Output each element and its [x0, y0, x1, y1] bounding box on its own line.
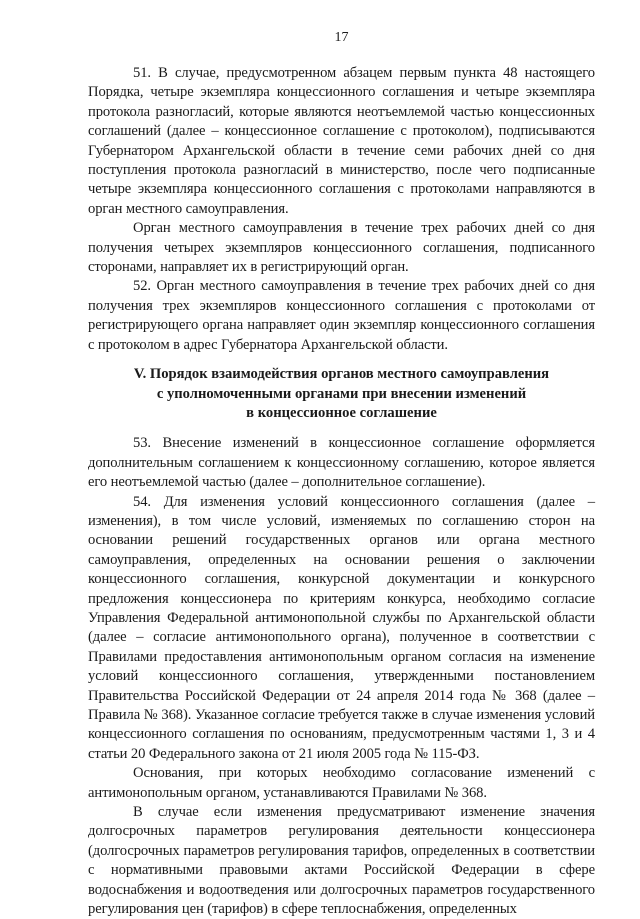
- document-page: [88, 30, 595, 919]
- section-heading: [98, 365, 585, 423]
- paragraph-54-long-term-parameters: В случае если изменения предусматривают изменение значения долгосрочных параметров регулирования деятельности концессионера (долгосрочных параметров регулирования тарифов, определенных в соответствии с нормативными правовыми актами Российской Федерации в сфере водоснабжения и водоотведения или долгосрочных параметров государственного регулирования цен (тарифов) в сфере теплоснабжения, определенных: [88, 804, 595, 918]
- paragraph-51: 51. В случае, предусмотренном абзацем первым пункта 48 настоящего Порядка, четыре экземпляра концессионного соглашения и четыре экземпляра протокола разногласий, которые являются неотъемлемой частью концессионных соглашений (далее – концессионное соглашение с протоколом), подписываются Губернатором Архангельской области в течение семи рабочих дней со дня поступления протокола разногласий в министерство, после чего подписанные четыре экземпляра концессионного соглашения с протоколами направляются в орган местного самоуправления.: [88, 65, 595, 217]
- paragraph-54: 54. Для изменения условий концессионного соглашения (далее – изменения), в том числе условий, изменяемых по соглашению сторон на основании решений государственных органов или органа местного самоуправления, определенных на основании решения о заключении концессионного соглашения, конкурсной документации и конкурсного предложения концессионера по критериям конкурса, необходимо согласие Управления Федеральной антимонопольной службы по Архангельской области (далее – согласие антимонопольного органа), полученное в соответствии с Правилами предоставления антимонопольным органом согласия на изменение условий концессионного соглашения, утвержденными постановлением Правительства Российской Федерации от 24 апреля 2014 года № 368 (далее – Правила № 368). Указанное согласие требуется также в случае изменения условий концессионного соглашения по основаниям, предусмотренным частями 1, 3 и 4 статьи 20 Федерального закона от 21 июля 2005 года № 115-ФЗ.: [88, 493, 595, 762]
- paragraph-52: 52. Орган местного самоуправления в течение трех рабочих дней со дня получения трех экземпляров концессионного соглашения с протоколами от регистрирующего органа направляет один экземпляр концессионного соглашения с протоколом в адрес Губернатора Архангельской области.: [88, 278, 595, 353]
- section-heading-line-3: в концессионное соглашение: [246, 404, 437, 421]
- paragraph-54-grounds: Основания, при которых необходимо согласование изменений с антимонопольным органом, устанавливаются Правилами № 368.: [88, 765, 595, 801]
- paragraph-53: 53. Внесение изменений в концессионное соглашение оформляется дополнительным соглашением к концессионному соглашению, которое является его неотъемлемой частью (далее – дополнительное соглашение).: [88, 435, 595, 491]
- paragraph-51-continued: Орган местного самоуправления в течение трех рабочих дней со дня получения четырех экземпляров концессионного соглашения, подписанного сторонами, направляет их в регистрирующий орган.: [88, 220, 595, 276]
- section-heading-line-1: V. Порядок взаимодействия органов местного самоуправления: [133, 366, 550, 383]
- page-number: 17: [334, 30, 349, 45]
- section-heading-line-2: с уполномоченными органами при внесении изменений: [156, 385, 527, 402]
